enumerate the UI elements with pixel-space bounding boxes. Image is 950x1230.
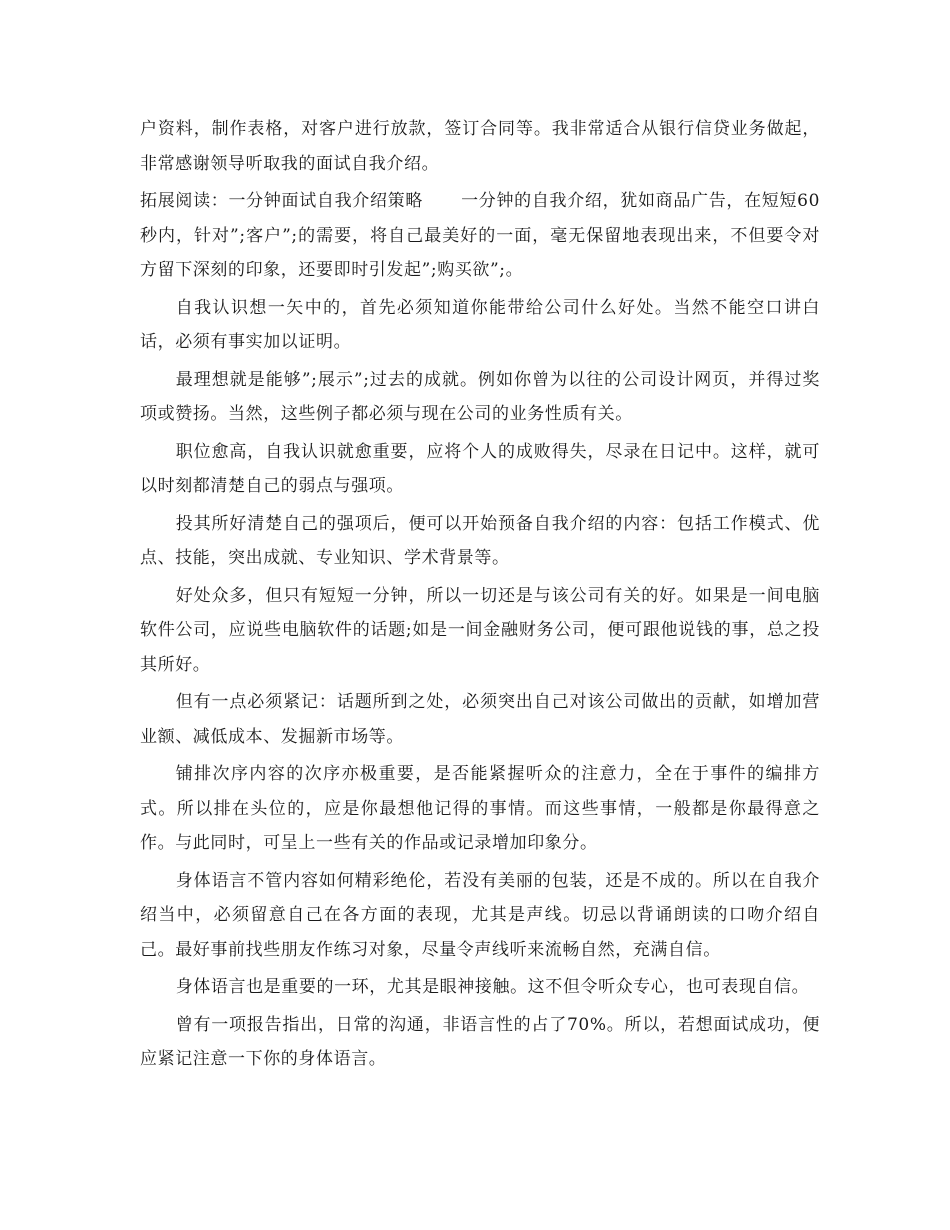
extended-reading-title: 拓展阅读：一分钟面试自我介绍策略 (140, 191, 424, 211)
body-paragraph: 身体语言也是重要的一环，尤其是眼神接触。这不但令听众专心，也可表现自信。 (175, 977, 810, 997)
body-paragraph: 职位愈高，自我认识就愈重要，应将个人的成败得失，尽录在日记中。这样，就可以时刻都清楚自己的弱点与强项。 (140, 441, 820, 496)
body-paragraph: 身体语言不管内容如何精彩绝伦，若没有美丽的包装，还是不成的。所以在自我介绍当中，必须留意自己在各方面的表现，尤其是声线。切忌以背诵朗读的口吻介绍自己。最好事前找些朋友作练习对象，尽量令声线听来流畅自然，充满自信。 (140, 870, 820, 960)
body-paragraph: 曾有一项报告指出，日常的沟通，非语言性的占了70%。所以，若想面试成功，便应紧记注意一下你的身体语言。 (140, 1014, 820, 1069)
extended-reading-paragraph (140, 184, 820, 288)
extended-reading-text: 一分钟的自我介绍，犹如商品广告，在短短60秒内，针对”;客户”;的需要，将自己最美好的一面，毫无保留地表现出来，不但要令对方留下深刻的印象，还要即时引发起”;购买欲”;。 (140, 191, 821, 280)
body-paragraph: 铺排次序内容的次序亦极重要，是否能紧握听众的注意力，全在于事件的编排方式。所以排在头位的，应是你最想他记得的事情。而这些事情，一般都是你最得意之作。与此同时，可呈上一些有关的作品或记录增加印象分。 (140, 764, 820, 853)
body-paragraph: 投其所好清楚自己的强项后，便可以开始预备自我介绍的内容：包括工作模式、优点、技能，突出成就、专业知识、学术背景等。 (140, 513, 820, 568)
body-paragraph: 最理想就是能够”;展示”;过去的成就。例如你曾为以往的公司设计网页，并得过奖项或赞扬。当然，这些例子都必须与现在公司的业务性质有关。 (140, 369, 820, 424)
body-paragraph: 自我认识想一矢中的，首先必须知道你能带给公司什么好处。当然不能空口讲白话，必须有事实加以证明。 (140, 297, 820, 352)
body-paragraph: 但有一点必须紧记：话题所到之处，必须突出自己对该公司做出的贡献，如增加营业额、减低成本、发掘新市场等。 (140, 692, 820, 747)
document-body (140, 112, 820, 1080)
continued-paragraph: 户资料，制作表格，对客户进行放款，签订合同等。我非常适合从银行信贷业务做起，非常感谢领导听取我的面试自我介绍。 (140, 119, 820, 174)
body-paragraph: 好处众多，但只有短短一分钟，所以一切还是与该公司有关的好。如果是一间电脑软件公司，应说些电脑软件的话题;如是一间金融财务公司，便可跟他说钱的事，总之投其所好。 (140, 585, 820, 675)
